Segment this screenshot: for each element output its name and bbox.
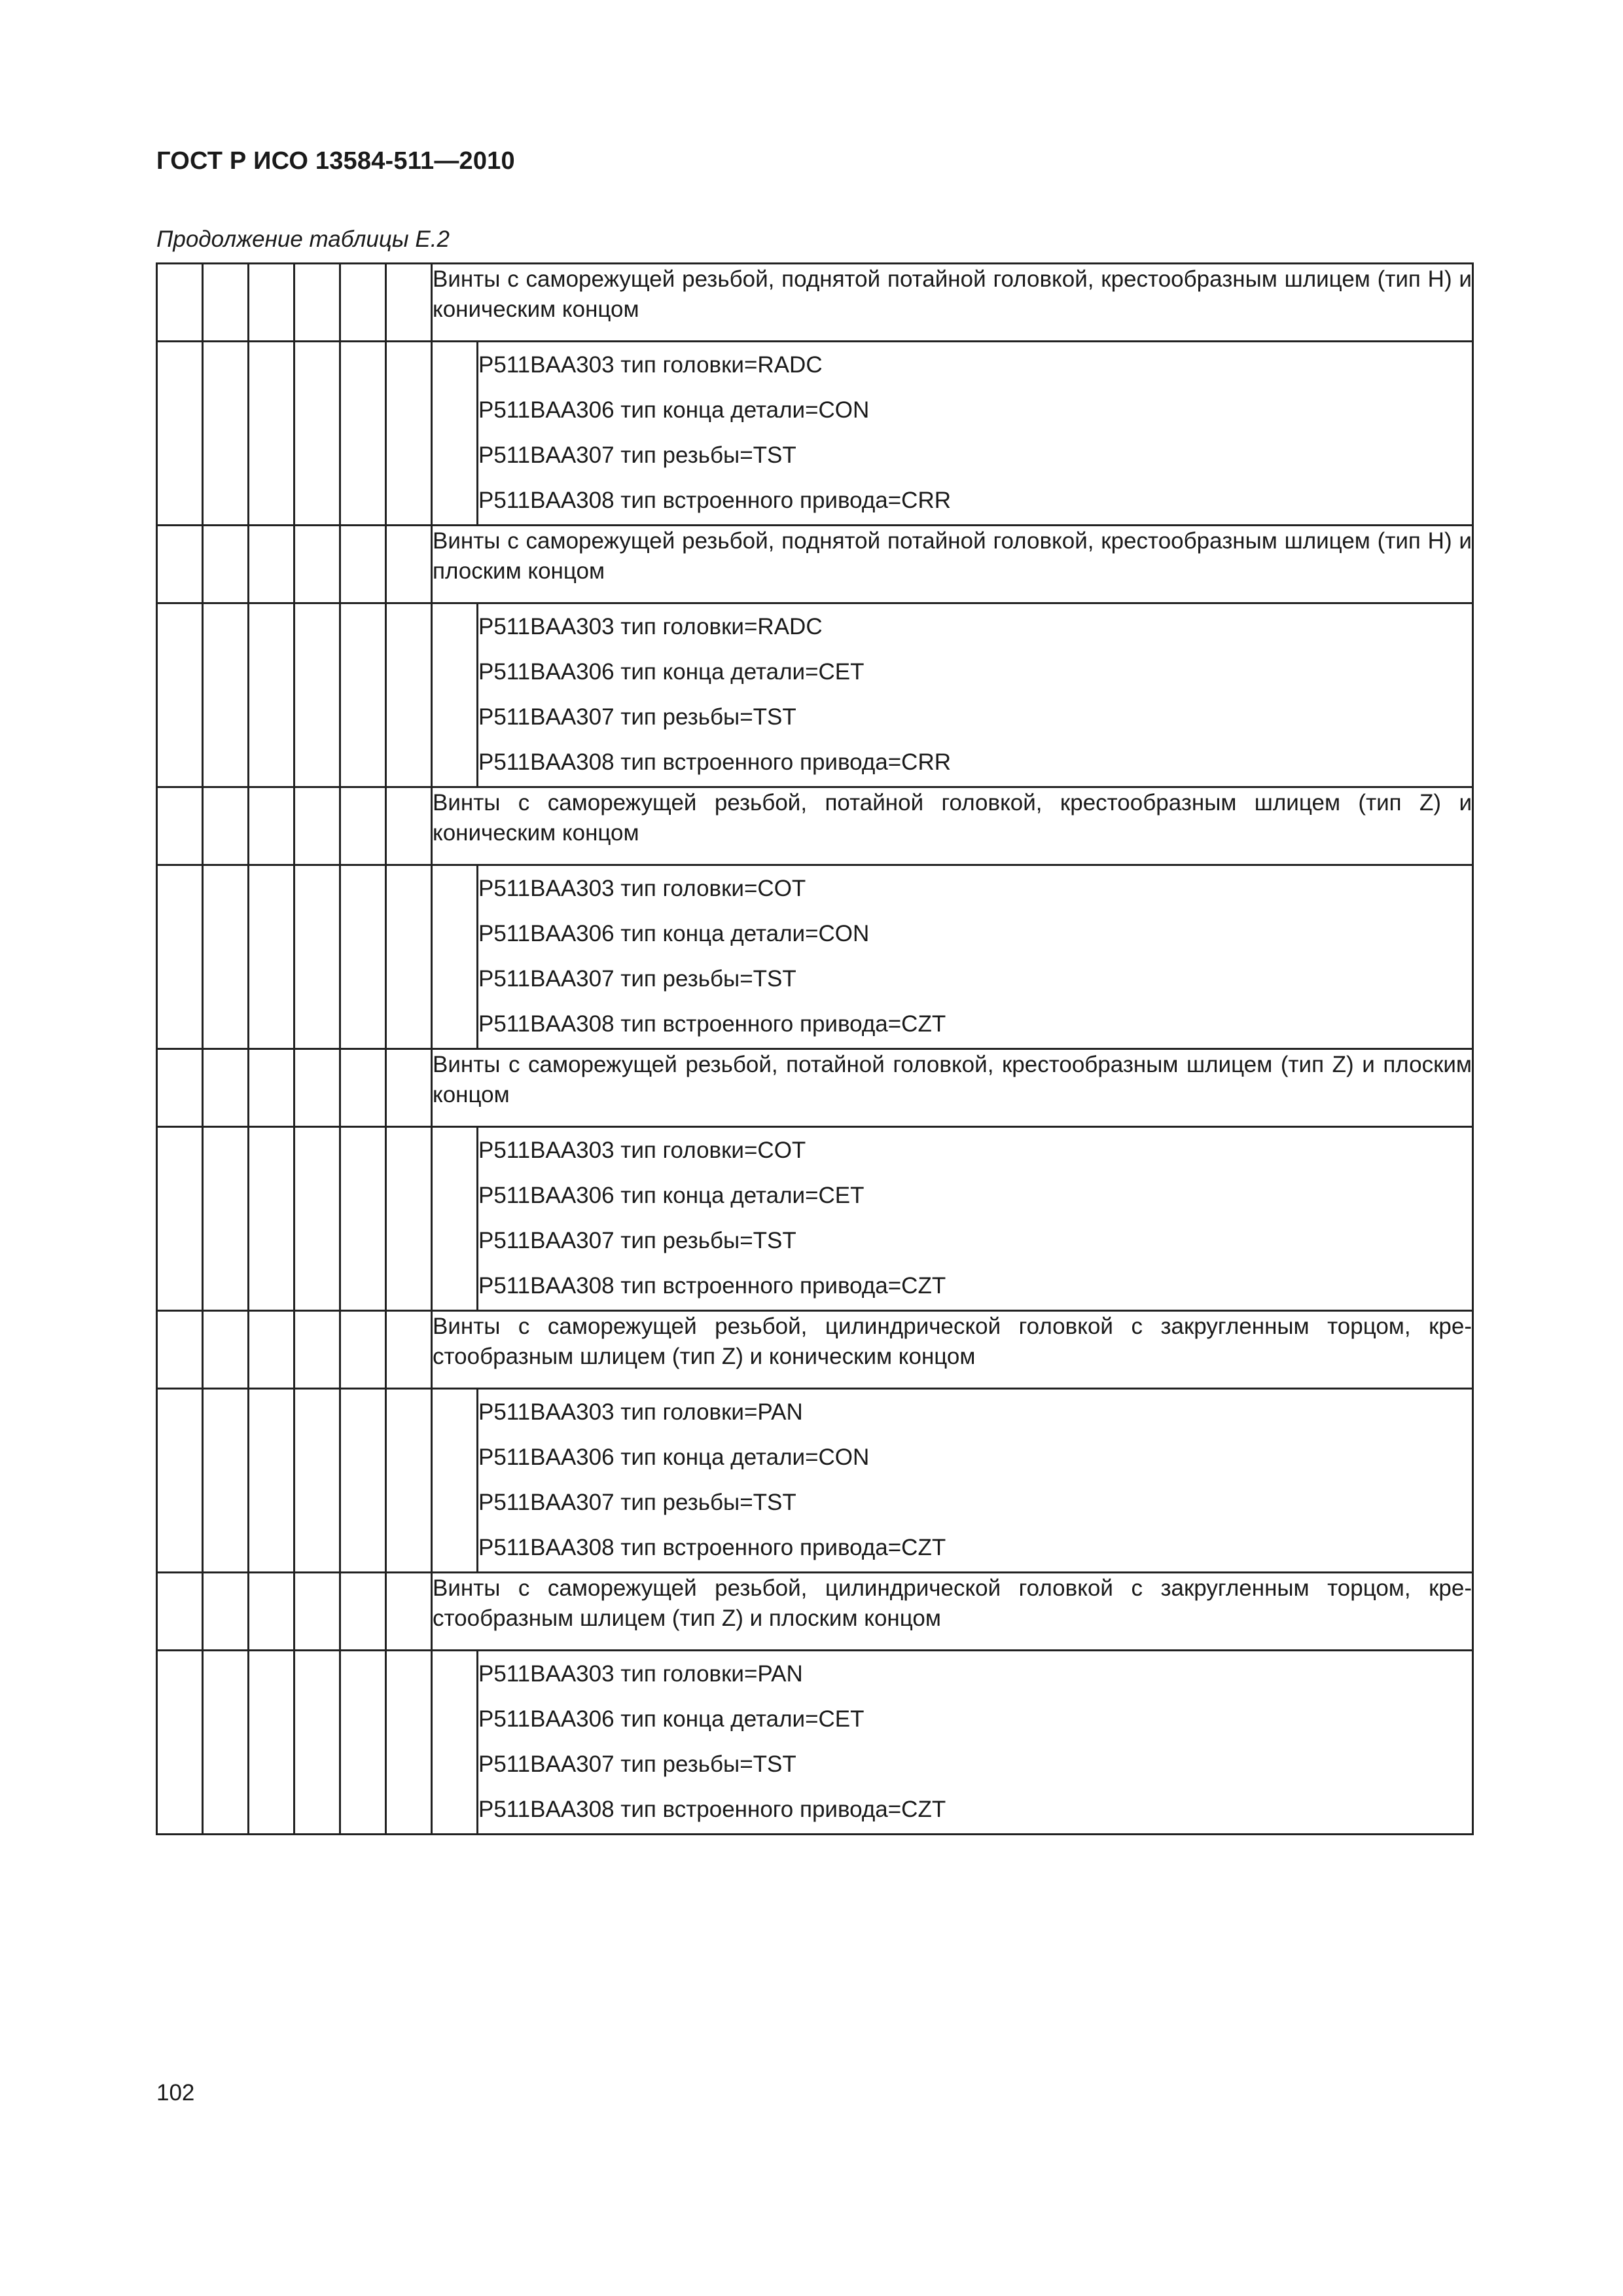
empty-marker-cell <box>294 1389 340 1573</box>
group-properties-row <box>157 603 1473 787</box>
empty-marker-cell <box>249 1049 294 1127</box>
property-list <box>478 1127 1473 1311</box>
property-list <box>478 1389 1473 1573</box>
group-description: Винты с саморежущей резьбой, поднятой потайной головкой, крестообразным шлицем (тип H) и плоским концом <box>432 526 1473 603</box>
property-item: P511BAA308 тип встроенного привода=CZT <box>478 1535 946 1560</box>
empty-marker-cell <box>203 1573 249 1651</box>
group-properties-row <box>157 342 1473 526</box>
property-item: P511BAA308 тип встроенного привода=CZT <box>478 1273 946 1299</box>
empty-marker-cell <box>249 787 294 865</box>
group-properties-row <box>157 865 1473 1049</box>
empty-marker-cell <box>294 342 340 526</box>
empty-marker-cell <box>294 603 340 787</box>
group-header-row <box>157 1049 1473 1127</box>
empty-marker-cell <box>203 526 249 603</box>
property-item: P511BAA306 тип конца детали=CON <box>478 397 870 423</box>
empty-marker-cell <box>157 787 203 865</box>
empty-marker-cell <box>157 526 203 603</box>
empty-marker-cell <box>340 1311 386 1389</box>
empty-marker-cell <box>157 1049 203 1127</box>
group-description: Винты с саморежущей резьбой, потайной головкой, крестообразным шлицем (тип Z) и плоским концом <box>432 1049 1473 1127</box>
empty-marker-cell <box>157 1311 203 1389</box>
empty-marker-cell <box>249 342 294 526</box>
empty-marker-cell <box>386 1651 432 1835</box>
empty-marker-cell <box>249 1127 294 1311</box>
empty-marker-cell <box>203 603 249 787</box>
empty-marker-cell <box>203 1049 249 1127</box>
property-item: P511BAA308 тип встроенного привода=CRR <box>478 749 952 775</box>
empty-marker-cell <box>386 1573 432 1651</box>
group-header-row <box>157 264 1473 342</box>
property-item: P511BAA303 тип головки=PAN <box>478 1661 803 1687</box>
property-item: P511BAA307 тип резьбы=TST <box>478 442 796 468</box>
empty-marker-cell <box>432 1389 478 1573</box>
property-item: P511BAA308 тип встроенного привода=CZT <box>478 1011 946 1037</box>
property-item: P511BAA303 тип головки=COT <box>478 1138 806 1163</box>
document-header: ГОСТ Р ИСО 13584-511—2010 <box>156 147 515 175</box>
empty-marker-cell <box>294 1049 340 1127</box>
group-description: Винты с саморежущей резьбой, поднятой потайной головкой, крестообразным шлицем (тип H) и коническим концом <box>432 264 1473 342</box>
empty-marker-cell <box>386 342 432 526</box>
empty-marker-cell <box>386 1389 432 1573</box>
empty-marker-cell <box>157 264 203 342</box>
property-list <box>478 1651 1473 1835</box>
empty-marker-cell <box>386 865 432 1049</box>
empty-marker-cell <box>157 1651 203 1835</box>
empty-marker-cell <box>432 1651 478 1835</box>
property-item: P511BAA306 тип конца детали=CON <box>478 1444 870 1470</box>
empty-marker-cell <box>249 264 294 342</box>
empty-marker-cell <box>386 1311 432 1389</box>
empty-marker-cell <box>340 865 386 1049</box>
empty-marker-cell <box>294 1573 340 1651</box>
page-number: 102 <box>156 2080 195 2106</box>
empty-marker-cell <box>386 526 432 603</box>
empty-marker-cell <box>432 1127 478 1311</box>
empty-marker-cell <box>340 342 386 526</box>
group-properties-row <box>157 1651 1473 1835</box>
property-list <box>478 342 1473 526</box>
empty-marker-cell <box>203 1651 249 1835</box>
group-properties-row <box>157 1389 1473 1573</box>
empty-marker-cell <box>249 865 294 1049</box>
group-header-row <box>157 1311 1473 1389</box>
group-description: Винты с саморежущей резьбой, потайной головкой, крестообразным шлицем (тип Z) и коническим концом <box>432 787 1473 865</box>
empty-marker-cell <box>203 1389 249 1573</box>
empty-marker-cell <box>294 1127 340 1311</box>
group-properties-row <box>157 1127 1473 1311</box>
empty-marker-cell <box>249 1389 294 1573</box>
empty-marker-cell <box>294 1311 340 1389</box>
property-item: P511BAA308 тип встроенного привода=CZT <box>478 1797 946 1822</box>
property-item: P511BAA303 тип головки=RADC <box>478 352 823 378</box>
empty-marker-cell <box>249 603 294 787</box>
property-item: P511BAA303 тип головки=RADC <box>478 614 823 639</box>
group-header-row <box>157 1573 1473 1651</box>
empty-marker-cell <box>386 787 432 865</box>
empty-marker-cell <box>294 526 340 603</box>
spec-table <box>156 262 1474 1835</box>
empty-marker-cell <box>294 865 340 1049</box>
empty-marker-cell <box>203 264 249 342</box>
empty-marker-cell <box>294 1651 340 1835</box>
empty-marker-cell <box>386 1049 432 1127</box>
group-header-row <box>157 526 1473 603</box>
group-header-row <box>157 787 1473 865</box>
empty-marker-cell <box>432 865 478 1049</box>
property-item: P511BAA307 тип резьбы=TST <box>478 1228 796 1253</box>
property-item: P511BAA306 тип конца детали=CON <box>478 921 870 946</box>
property-item: P511BAA308 тип встроенного привода=CRR <box>478 488 952 513</box>
group-description: Винты с саморежущей резьбой, цилиндрической головкой с закругленным торцом, кре-стообразным шлицем (тип Z) и плоским концом <box>432 1573 1473 1651</box>
empty-marker-cell <box>249 1651 294 1835</box>
property-item: P511BAA307 тип резьбы=TST <box>478 1490 796 1515</box>
empty-marker-cell <box>203 787 249 865</box>
empty-marker-cell <box>340 1651 386 1835</box>
empty-marker-cell <box>157 342 203 526</box>
empty-marker-cell <box>157 1389 203 1573</box>
empty-marker-cell <box>340 787 386 865</box>
empty-marker-cell <box>340 1389 386 1573</box>
property-item: P511BAA306 тип конца детали=CET <box>478 1183 865 1208</box>
empty-marker-cell <box>340 1127 386 1311</box>
empty-marker-cell <box>203 865 249 1049</box>
empty-marker-cell <box>432 342 478 526</box>
empty-marker-cell <box>203 1311 249 1389</box>
property-item: P511BAA306 тип конца детали=CET <box>478 1706 865 1732</box>
empty-marker-cell <box>203 1127 249 1311</box>
empty-marker-cell <box>249 526 294 603</box>
empty-marker-cell <box>340 1573 386 1651</box>
empty-marker-cell <box>386 264 432 342</box>
empty-marker-cell <box>340 603 386 787</box>
property-item: P511BAA307 тип резьбы=TST <box>478 704 796 730</box>
empty-marker-cell <box>157 865 203 1049</box>
empty-marker-cell <box>340 1049 386 1127</box>
empty-marker-cell <box>432 603 478 787</box>
property-item: P511BAA306 тип конца детали=CET <box>478 659 865 685</box>
property-item: P511BAA303 тип головки=COT <box>478 876 806 901</box>
empty-marker-cell <box>294 787 340 865</box>
empty-marker-cell <box>157 1127 203 1311</box>
property-list <box>478 603 1473 787</box>
property-item: P511BAA307 тип резьбы=TST <box>478 966 796 992</box>
empty-marker-cell <box>386 603 432 787</box>
group-description: Винты с саморежущей резьбой, цилиндрической головкой с закругленным торцом, кре-стообразным шлицем (тип Z) и коническим концом <box>432 1311 1473 1389</box>
empty-marker-cell <box>203 342 249 526</box>
empty-marker-cell <box>294 264 340 342</box>
empty-marker-cell <box>157 1573 203 1651</box>
property-item: P511BAA303 тип головки=PAN <box>478 1399 803 1425</box>
property-item: P511BAA307 тип резьбы=TST <box>478 1751 796 1777</box>
empty-marker-cell <box>386 1127 432 1311</box>
empty-marker-cell <box>249 1573 294 1651</box>
empty-marker-cell <box>249 1311 294 1389</box>
table-caption: Продолжение таблицы E.2 <box>156 226 450 252</box>
empty-marker-cell <box>157 603 203 787</box>
empty-marker-cell <box>340 526 386 603</box>
empty-marker-cell <box>340 264 386 342</box>
property-list <box>478 865 1473 1049</box>
